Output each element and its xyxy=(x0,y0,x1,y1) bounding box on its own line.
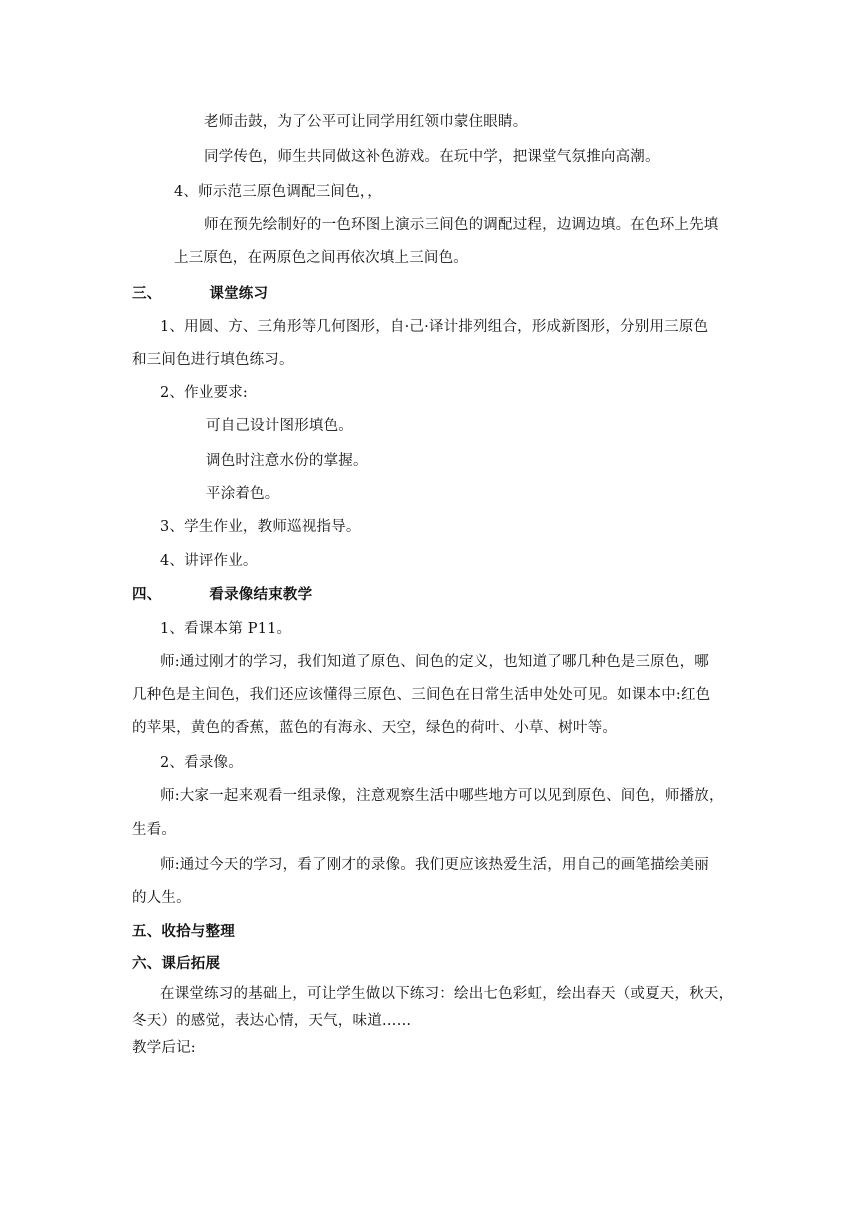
section-number: 四、 xyxy=(132,587,162,603)
closing-label: 教学后记: xyxy=(132,1040,196,1056)
paragraph-line: 同学传色，师生共同做这补色游戏。在玩中学，把课堂气氛推向高潮。 xyxy=(204,149,660,165)
paragraph-line: 师:通过今天的学习，看了刚才的录像。我们更应该热爱生活，用自己的画笔描绘美丽 xyxy=(160,857,709,873)
paragraph-line: 和三间色进行填色练习。 xyxy=(132,352,294,368)
paragraph-line: 的人生。 xyxy=(132,890,191,906)
section-number: 三、 xyxy=(132,286,162,302)
list-item: 可自己设计图形填色。 xyxy=(206,418,353,434)
section-heading xyxy=(132,585,312,605)
section-heading: 五、收拾与整理 xyxy=(132,924,235,940)
paragraph-line: 的苹果，黄色的香蕉，蓝色的有海永、天空，绿色的荷叶、小草、树叶等。 xyxy=(132,720,618,736)
step-item: 3、学生作业，教师巡视指导。 xyxy=(160,519,361,535)
paragraph-line: 老师击鼓，为了公平可让同学用红领巾蒙住眼睛。 xyxy=(204,114,528,130)
paragraph-line: 上三原色，在两原色之间再依次填上三间色。 xyxy=(174,250,468,266)
section-title: 课堂练习 xyxy=(209,286,269,302)
list-item: 调色时注意水份的掌握。 xyxy=(206,453,368,469)
step-item: 2、作业要求: xyxy=(160,385,249,401)
paragraph-line: 师在预先绘制好的一色环图上演示三间色的调配过程，边调边填。在色环上先填 xyxy=(204,217,719,233)
step-item: 4、师示范三原色调配三间色，， xyxy=(174,184,382,200)
section-heading xyxy=(132,284,268,304)
paragraph-line: 师:大家一起来观看一组录像，注意观察生活中哪些地方可以见到原色、间色，师播放， xyxy=(160,788,724,804)
section-heading: 六、课后拓展 xyxy=(132,956,221,972)
paragraph-line: 几种色是主间色，我们还应该懂得三原色、三间色在日常生活申处处可见。如课本中:红色 xyxy=(132,687,711,703)
step-item: 1、用圆、方、三角形等几何图形，自·己·译计排列组合，形成新图形，分别用三原色 xyxy=(160,319,709,335)
paragraph-line: 师:通过刚才的学习，我们知道了原色、间色的定义，也知道了哪几种色是三原色，哪 xyxy=(160,654,709,670)
step-item: 4、讲评作业。 xyxy=(160,553,258,569)
paragraph-line: 在课堂练习的基础上，可让学生做以下练习：绘出七色彩虹，绘出春天（或夏天，秋天， xyxy=(160,986,734,1002)
paragraph-line: 生看。 xyxy=(132,822,177,838)
step-item: 2、看录像。 xyxy=(160,755,243,771)
paragraph-line: 冬天）的感觉，表达心情，天气，味道…… xyxy=(132,1013,412,1029)
step-item: 1、看课本第 P11。 xyxy=(160,621,292,637)
list-item: 平涂着色。 xyxy=(206,486,280,502)
section-title: 看录像结束教学 xyxy=(209,587,313,603)
